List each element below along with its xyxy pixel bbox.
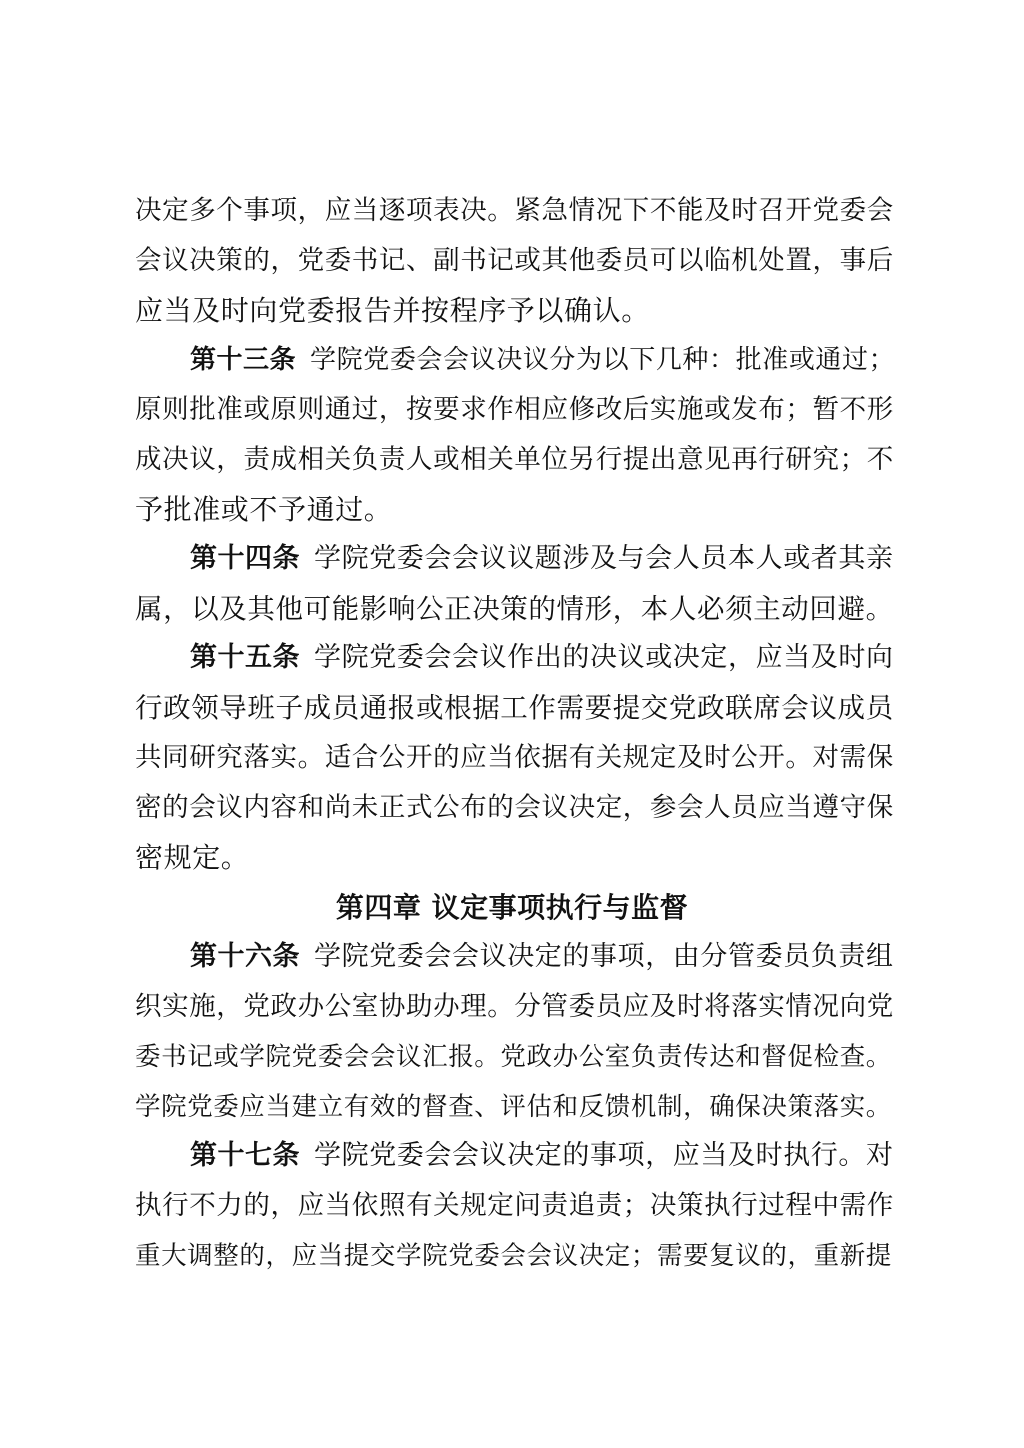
article-17-first-line — [190, 1136, 895, 1176]
text-line: 密规定。 — [135, 841, 250, 874]
article-16-first-line — [190, 937, 895, 977]
text-line: 原则批准或原则通过，按要求作相应修改后实施或发布；暂不形 — [135, 394, 894, 425]
text-line: 执行不力的，应当依照有关规定问责追责；决策执行过程中需作 — [135, 1190, 894, 1221]
chapter-heading: 第四章 议定事项执行与监督 — [335, 891, 689, 924]
text-line: 属，以及其他可能影响公正决策的情形，本人必须主动回避。 — [135, 593, 894, 625]
text-line: 委书记或学院党委会会议汇报。党政办公室负责传达和督促检查。 — [135, 1042, 892, 1072]
article-heading: 第十六条 — [190, 941, 300, 972]
article-14-first-line — [190, 539, 895, 579]
text-line: 重大调整的，应当提交学院党委会会议决定；需要复议的，重新提 — [135, 1241, 892, 1271]
text-line: 学院党委应当建立有效的督查、评估和反馈机制，确保决策落实。 — [135, 1092, 892, 1122]
text-line: 行政领导班子成员通报或根据工作需要提交党政联席会议成员 — [135, 692, 894, 724]
article-text: 学院党委会会议决定的事项，应当及时执行。对 — [314, 1140, 894, 1171]
text-line: 织实施，党政办公室协助办理。分管委员应及时将落实情况向党 — [135, 991, 894, 1022]
article-text: 学院党委会会议议题涉及与会人员本人或者其亲 — [314, 543, 894, 574]
article-13-first-line — [190, 340, 895, 380]
article-15-first-line — [190, 638, 895, 678]
text-line: 共同研究落实。适合公开的应当依据有关规定及时公开。对需保 — [135, 742, 894, 773]
text-line: 密的会议内容和尚未正式公布的会议决定，参会人员应当遵守保 — [135, 792, 894, 823]
article-text: 学院党委会会议作出的决议或决定，应当及时向 — [314, 642, 894, 673]
text-line: 会议决策的，党委书记、副书记或其他委员可以临机处置，事后 — [135, 245, 894, 276]
text-line: 应当及时向党委报告并按程序予以确认。 — [135, 294, 650, 327]
article-heading: 第十三条 — [190, 345, 297, 375]
article-text: 学院党委会会议决议分为以下几种：批准或通过； — [310, 345, 896, 375]
text-line: 成决议，责成相关负责人或相关单位另行提出意见再行研究；不 — [135, 444, 894, 475]
article-heading: 第十五条 — [190, 642, 300, 673]
text-line: 予批准或不予通过。 — [135, 493, 393, 526]
article-heading: 第十七条 — [190, 1140, 300, 1171]
text-line: 决定多个事项，应当逐项表决。紧急情况下不能及时召开党委会 — [135, 195, 894, 226]
article-text: 学院党委会会议决定的事项，由分管委员负责组 — [314, 941, 894, 972]
article-heading: 第十四条 — [190, 543, 300, 574]
